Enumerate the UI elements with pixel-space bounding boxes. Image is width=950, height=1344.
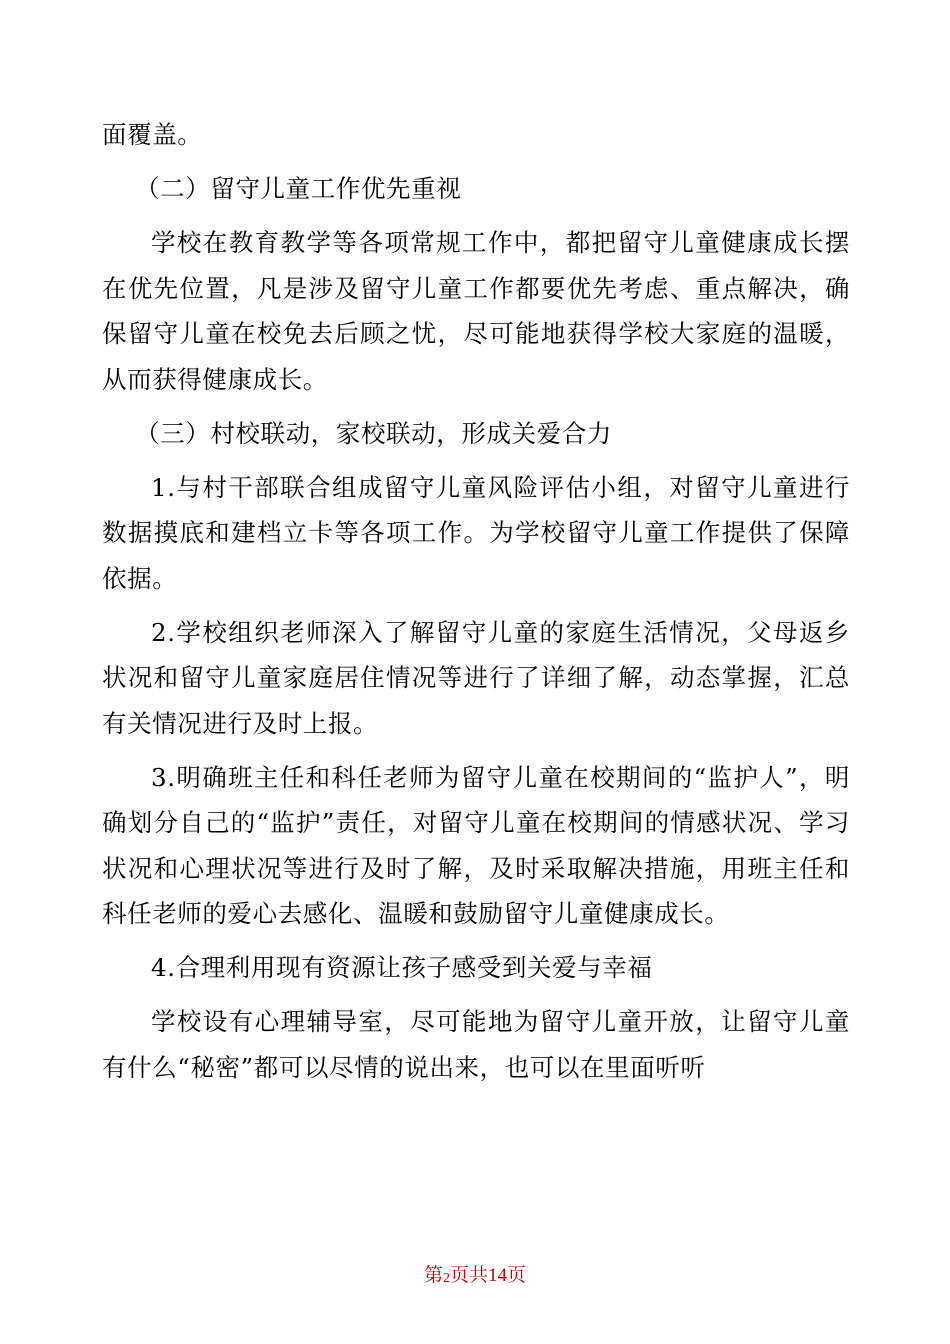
paragraph-priority: 学校在教育教学等各项常规工作中，都把留守儿童健康成长摆在优先位置，凡是涉及留守儿童工作都要优先考虑、重点解决，确保留守儿童在校免去后顾之忧，尽可能地获得学校大家庭的温暖，从而获得健康成长。 xyxy=(102,228,850,394)
section-heading-3: （三）村校联动，家校联动，形成关爱合力 xyxy=(135,418,612,448)
footer-middle: 页共 xyxy=(449,1265,488,1286)
document-body xyxy=(102,112,850,1099)
paragraph-continuation: 面覆盖。 xyxy=(102,120,203,149)
list-item-4: 4.合理利用现有资源让孩子感受到关爱与幸福 xyxy=(151,953,653,982)
list-item-3: 3.明确班主任和科任老师为留守儿童在校期间的“监护人”，明确划分自己的“监护”责任，对留守儿童在校期间的情感状况、学习状况和心理状况等进行及时了解，及时采取解决措施，用班主任和科任老师的爱心去感化、温暖和鼓励留守儿童健康成长。 xyxy=(102,762,850,928)
footer-prefix: 第 xyxy=(423,1265,443,1286)
footer-suffix: 页 xyxy=(507,1265,527,1286)
section-heading-2: （二）留守儿童工作优先重视 xyxy=(135,174,462,203)
paragraph-counseling: 学校设有心理辅导室，尽可能地为留守儿童开放，让留守儿童有什么“秘密”都可以尽情的说出来，也可以在里面听听 xyxy=(102,1007,850,1082)
page-footer xyxy=(0,1260,950,1287)
footer-page-number: 2 xyxy=(442,1271,450,1286)
list-item-1: 1.与村干部联合组成留守儿童风险评估小组，对留守儿童进行数据摸底和建档立卡等各项工作。为学校留守儿童工作提供了保障依据。 xyxy=(102,472,850,593)
list-item-2: 2.学校组织老师深入了解留守儿童的家庭生活情况，父母返乡状况和留守儿童家庭居住情况等进行了详细了解，动态掌握，汇总有关情况进行及时上报。 xyxy=(102,617,850,738)
footer-total-pages: 14 xyxy=(488,1265,507,1286)
